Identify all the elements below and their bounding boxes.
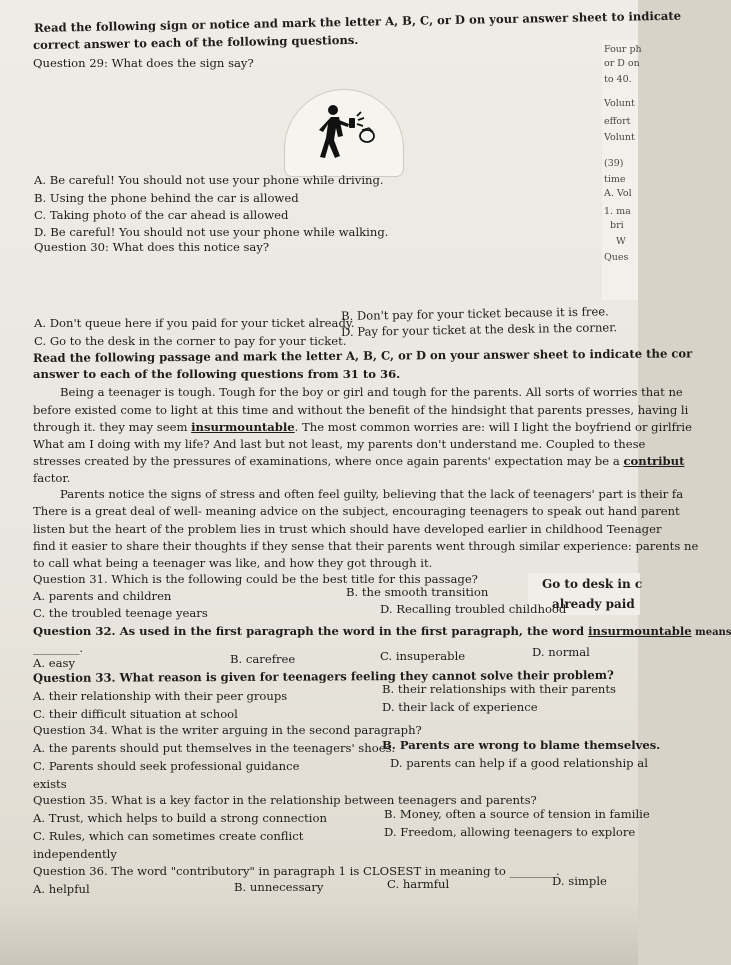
instruction-2-line-1: Read the following passage and mark the letter A, B, C, or D on your answer sheet to indicate the cor xyxy=(32,346,693,365)
q29-option-b: B. Using the phone behind the car is allowed xyxy=(34,191,299,205)
strip-text: 1. ma xyxy=(604,206,631,217)
q30-option-b: B. Don't pay for your ticket because it is free. xyxy=(340,304,609,323)
passage-p2-line-3: listen but the heart of the problem lies in trust which should have developed earlier in childhood Teenager xyxy=(33,522,662,536)
passage-p1-line-6: factor. xyxy=(33,471,71,485)
q36-option-a: A. helpful xyxy=(33,882,90,896)
instruction-2-line-2: answer to each of the following questions from 31 to 36. xyxy=(33,367,401,381)
passage-p1-line-4: What am I doing with my life? And last but not least, my parents don't understand me. Coupled to these xyxy=(33,437,646,451)
instruction-1-line-2: correct answer to each of the following questions. xyxy=(32,32,359,52)
strip-text: bri xyxy=(610,220,624,231)
passage-p1-line-2: before existed come to light at this time and without the benefit of the hindsight that parents presses, having li xyxy=(33,403,689,417)
passage-p1-line-5 xyxy=(33,454,684,468)
walking-person-phone-icon xyxy=(309,100,381,166)
q30-stem: Question 30: What does this notice say? xyxy=(34,240,270,254)
q29-option-c: C. Taking photo of the car ahead is allowed xyxy=(34,208,289,222)
q36-option-b: B. unnecessary xyxy=(234,880,324,894)
strip-text: or D on xyxy=(604,58,640,69)
q34-option-d-cont: exists xyxy=(33,777,67,791)
strip-text: Volunt xyxy=(604,132,635,143)
q29-option-d: D. Be careful! You should not use your phone while walking. xyxy=(34,225,389,239)
q31-stem: Question 31. Which is the following could be the best title for this passage? xyxy=(33,572,478,586)
passage-p1-line-1: Being a teenager is tough. Tough for the boy or girl and tough for the parents. All sorts of worries that ne xyxy=(60,385,683,399)
q33-option-a: A. their relationship with their peer groups xyxy=(33,689,288,703)
q30-option-c: C. Go to the desk in the corner to pay for your ticket. xyxy=(34,334,347,348)
passage-p2-line-1: Parents notice the signs of stress and often feel guilty, believing that the lack of teenagers' part is their fa xyxy=(60,487,684,501)
notice-line-1: Go to desk in c xyxy=(542,577,643,591)
instruction-1-line-1: Read the following sign or notice and mark the letter A, B, C, or D on your answer sheet to indicate xyxy=(33,8,682,35)
strip-text: A. Vol xyxy=(604,188,632,199)
q32-option-b: B. carefree xyxy=(230,652,296,666)
passage-p1-line-3 xyxy=(33,420,692,434)
p1-line-3-start: through it. they may seem xyxy=(33,420,192,434)
no-phone-while-walking-sign xyxy=(284,89,404,177)
q34-option-d: D. parents can help if a good relationship al xyxy=(390,756,648,770)
q35-option-c: C. Rules, which can sometimes create conflict xyxy=(33,829,304,843)
strip-text: time xyxy=(604,174,626,185)
strip-text: (39) xyxy=(604,158,624,169)
q32-stem-end: means xyxy=(691,627,731,638)
q30-option-d: D. Pay for your ticket at the desk in the corner. xyxy=(340,320,618,339)
q29-stem: Question 29: What does the sign say? xyxy=(33,56,254,70)
q34-stem: Question 34. What is the writer arguing in the second paragraph? xyxy=(33,723,422,737)
q32-option-d: D. normal xyxy=(532,645,590,659)
word-insurmountable: insurmountable xyxy=(191,420,295,434)
q34-option-a: A. the parents should put themselves in the teenagers' shoes. xyxy=(33,741,396,755)
q31-option-d: D. Recalling troubled childhood xyxy=(380,602,567,616)
q33-option-d: D. their lack of experience xyxy=(382,700,538,714)
strip-text: Four ph xyxy=(604,44,642,55)
q33-option-c: C. their difficult situation at school xyxy=(33,707,238,721)
q32-underlined-word: insurmountable xyxy=(588,624,692,638)
q29-option-a: A. Be careful! You should not use your phone while driving. xyxy=(34,173,384,187)
strip-text: Volunt xyxy=(604,98,635,109)
passage-p2-line-4: find it easier to share their thoughts if they sense that their parents went through similar experience: parents ne xyxy=(33,539,699,553)
q31-option-c: C. the troubled teenage years xyxy=(33,606,208,620)
q32-option-a: A. easy xyxy=(33,656,76,670)
q36-stem: Question 36. The word "contributory" in paragraph 1 is CLOSEST in meaning to ________. xyxy=(33,864,560,878)
q35-option-b: B. Money, often a source of tension in familie xyxy=(384,807,650,821)
q33-stem: Question 33. What reason is given for teenagers feeling they cannot solve their problem? xyxy=(32,667,614,685)
q31-option-b: B. the smooth transition xyxy=(346,585,489,599)
strip-text: Ques xyxy=(604,252,629,263)
q32-stem-start: Question 32. As used in the first paragraph the word in the first paragraph, the word xyxy=(33,624,589,638)
q34-option-c: C. Parents should seek professional guidance xyxy=(33,759,300,773)
q32-option-c: C. insuperable xyxy=(380,649,466,663)
q35-stem: Question 35. What is a key factor in the relationship between teenagers and parents? xyxy=(33,793,537,807)
notice-line-2: already paid xyxy=(552,597,635,611)
q30-option-a: A. Don't queue here if you paid for your ticket already. xyxy=(34,316,355,330)
q35-option-d-cont: independently xyxy=(33,847,117,861)
q33-option-b: B. their relationships with their parents xyxy=(382,682,617,696)
q31-option-a: A. parents and children xyxy=(33,589,172,603)
q35-option-d: D. Freedom, allowing teenagers to explore xyxy=(384,825,636,839)
q35-option-a: A. Trust, which helps to build a strong connection xyxy=(33,811,327,825)
q36-option-d: D. simple xyxy=(552,874,607,888)
q32-stem xyxy=(33,624,731,640)
q34-option-b: B. Parents are wrong to blame themselves. xyxy=(382,738,661,752)
strip-text: effort xyxy=(604,116,631,127)
strip-text: to 40. xyxy=(604,74,632,85)
page-bottom-shadow xyxy=(0,900,638,965)
passage-p2-line-5: to call what being a teenager was like, and how they got through it. xyxy=(33,556,433,570)
p1-line-5-start: stresses created by the pressures of examinations, where once again parents' expectation may be a xyxy=(33,454,624,468)
passage-p2-line-2: There is a great deal of well- meaning advice on the subject, encouraging teenagers to speak out hand parent xyxy=(33,504,680,518)
adjacent-page-strip xyxy=(602,40,642,300)
q32-blank: ________. xyxy=(33,641,84,655)
p1-line-3-end: . The most common worries are: will I light the boyfriend or girlfrie xyxy=(294,420,692,434)
strip-text: W xyxy=(616,236,626,247)
q36-option-c: C. harmful xyxy=(387,877,450,891)
word-contributory: contribut xyxy=(623,454,685,468)
